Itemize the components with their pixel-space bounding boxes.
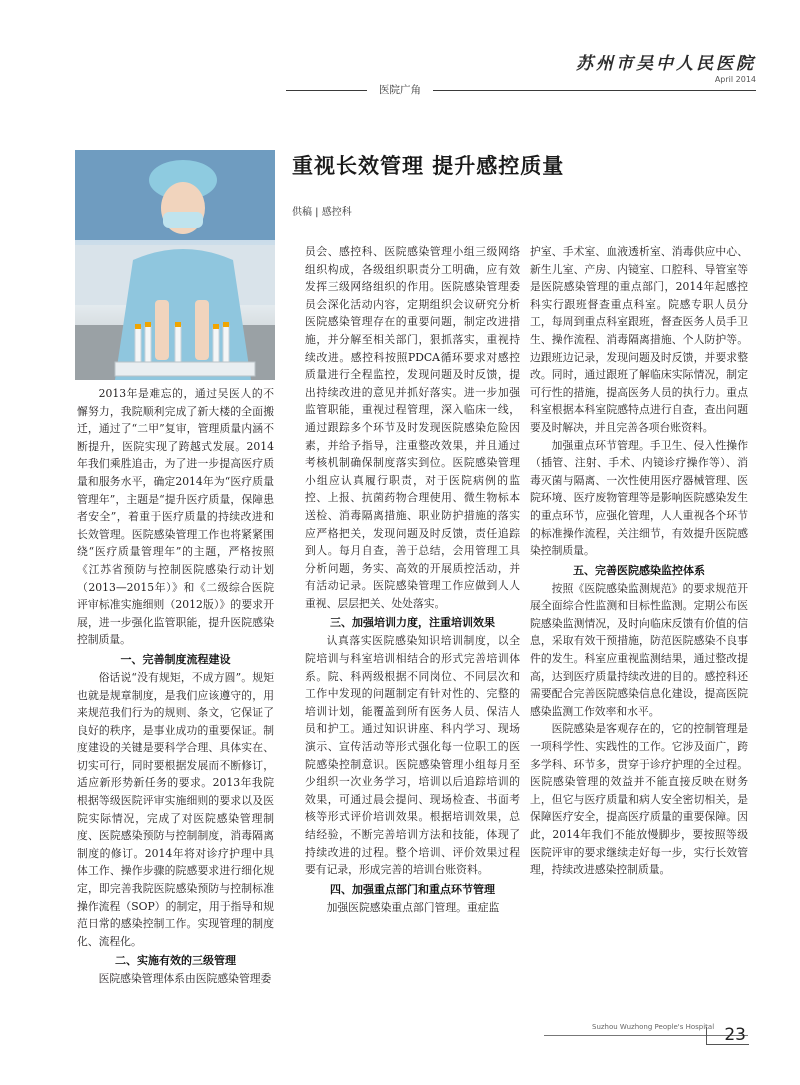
- article-byline: 供稿 | 感控科: [292, 207, 352, 218]
- footer-hospital-name: Suzhou Wuzhong People's Hospital: [592, 1023, 715, 1031]
- issue-date: April 2014: [714, 75, 756, 84]
- header-rule: [286, 90, 756, 91]
- masthead-title: 苏州市吴中人民医院: [576, 54, 756, 74]
- section-heading: 四、加强重点部门和重点环节管理: [330, 882, 495, 896]
- section-heading: 一、完善制度流程建设: [120, 652, 231, 666]
- page-number: 23: [724, 1025, 746, 1045]
- text-column-1: [77, 385, 274, 988]
- paragraph: 医院感染管理体系由医院感染管理委: [98, 972, 272, 986]
- section-label: 医院广角: [367, 82, 433, 97]
- paragraph: 加强医院感染重点部门管理。重症监: [326, 900, 500, 914]
- text-column-2: [305, 243, 520, 916]
- paragraph: 加强重点环节管理。手卫生、侵入性操作（插管、注射、手术、内镜诊疗操作等）、消毒灭菌与隔离、一次性使用医疗器械管理、医院环境、医疗废物管理等是影响医院感染发生的重点环节，应强化管理，人人重视各个环节的标准操作流程，关注细节，有效提升医院感染控制质量。: [530, 438, 748, 558]
- paragraph: 俗话说“没有规矩，不成方圆”。规矩也就是规章制度，是我们应该遵守的，用来规范我们行为的规则、条文，它保证了良好的秩序，是事业成功的重要保证。制度建设的关键是要科学合理、具体实在、切实可行，同时要根据发展而不断修订，适应新形势新任务的要求。2013年我院根据等级医院评审实施细则的要求以及医院实际情况，完成了对医院感染管理制度、医院感染预防与控制制度，消毒隔离制度的修订。2014年将对诊疗护理中具体工作、操作步骤的院感要求进行细化规定，即完善我院医院感染预防与控制标准操作流程（SOP）的制定，用于指导和规范日常的感染控制工作。实现管理的制度化、流程化。: [77, 670, 274, 948]
- paragraph: 医院感染是客观存在的，它的控制管理是一项科学性、实践性的工作。它涉及面广，跨多学科、环节多，贯穿于诊疗护理的全过程。医院感染管理的效益并不能直接反映在财务上，但它与医疗质量和病人安全密切相关，是保障医疗安全，提高医疗质量的重要保障。因此，2014年我们不能放慢脚步，要按照等级医院评审的要求继续走好每一步，实行长效管理，持续改进感染控制质量。: [530, 722, 748, 877]
- section-heading: 五、完善医院感染监控体系: [573, 563, 705, 577]
- article-title: 重视长效管理 提升感控质量: [292, 154, 565, 178]
- paragraph: 认真落实医院感染知识培训制度，以全院培训与科室培训相结合的形式完善培训体系。院、科两级根据不同岗位、不同层次和工作中发现的问题制定有针对性的、完整的培训计划，能覆盖到所有医务人员、保洁人员和护工。通过知识讲座、科内学习、现场演示、宣传活动等形式强化每一位职工的医院感染控制意识。医院感染管理小组每月至少组织一次业务学习，培训以后追踪培训的效果，可通过晨会提问、现场检查、书面考核等形式评价培训效果。根据培训效果，总结经验，不断完善培训方法和技能，体现了持续改进的过程。整个培训、评价效果过程要有记录，形成完善的培训台账资料。: [305, 634, 520, 877]
- article-photo: [75, 150, 275, 380]
- paragraph: 护室、手术室、血液透析室、消毒供应中心、新生儿室、产房、内镜室、口腔科、导管室等是医院感染管理的重点部门，2014年起感控科实行跟班督查重点科室。院感专职人员分工，每周到重点科室跟班，督查医务人员手卫生、操作流程、消毒隔离措施、个人防护等。边跟班边记录，发现问题及时反馈，并要求整改。同时，通过跟班了解临床实际情况，制定可行性的措施，提高医务人员的执行力。重点科室根据本科室院感特点进行自查，查出问题要及时解决，并且完善各项台账资料。: [530, 245, 748, 434]
- text-column-3: [530, 243, 748, 879]
- section-heading: 三、加强培训力度，注重培训效果: [330, 616, 495, 630]
- section-heading: 二、实施有效的三级管理: [115, 954, 236, 968]
- paragraph: 2013年是难忘的，通过吴医人的不懈努力，我院顺利完成了新大楼的全面搬迁，通过了“二甲”复审，管理质量内涵不断提升，医院实现了跨越式发展。2014年我们乘胜追击，为了进一步提高医疗质量和服务水平，确定2014年为“医疗质量管理年”，主题是“提升医疗质量，保障患者安全”，着重于医疗质量的持续改进和长效管理。医院感染管理工作也将紧紧围绕“医疗质量管理年”的主题，严格按照《江苏省预防与控制医院感染行动计划（2013—2015年）》和《二级综合医院评审标准实施细则（2012版）》的要求开展，进一步强化监管职能，提升医院感染控制质量。: [77, 387, 274, 647]
- paragraph: 按照《医院感染监测规范》的要求规范开展全面综合性监测和目标性监测。定期公布医院感染监测情况，及时向临床反馈有价值的信息，采取有效干预措施，防范医院感染不良事件的发生。科室应重视监测结果，通过整改提高，达到医疗质量持续改进的目的。感控科还需要配合完善医院感染信息化建设，提高医院感染监测工作效率和水平。: [530, 581, 748, 718]
- paragraph: 员会、感控科、医院感染管理小组三级网络组织构成，各级组织职责分工明确，应有效发挥三级网络组织的作用。医院感染管理委员会深化活动内容，定期组织会议研究分析医院感染管理存在的重要问题，制定改进措施，并分解至相关部门，狠抓落实，重视持续改进。感控科按照PDCA循环要求对感控质量进行全程监控，发现问题及时反馈，提出持续改进的意见并抓好落实。进一步加强监管职能，重视过程管理，深入临床一线，通过跟踪多个环节及时发现医院感染危险因素，并给予指导，注重整改效果，并且通过考核机制确保制度落实到位。医院感染管理小组应认真履行职责，对于医院病例的监控、上报、抗菌药物合理使用、微生物标本送检、消毒隔离措施、职业防护措施的落实应严格把关，发现问题及时反馈，责任追踪到人。每月自查，善于总结，会用管理工具分析问题，务实、高效的开展质控活动，并有活动记录。医院感染管理工作应做到人人重视、层层把关、处处落实。: [305, 245, 520, 610]
- lab-scene-illustration: [75, 150, 275, 380]
